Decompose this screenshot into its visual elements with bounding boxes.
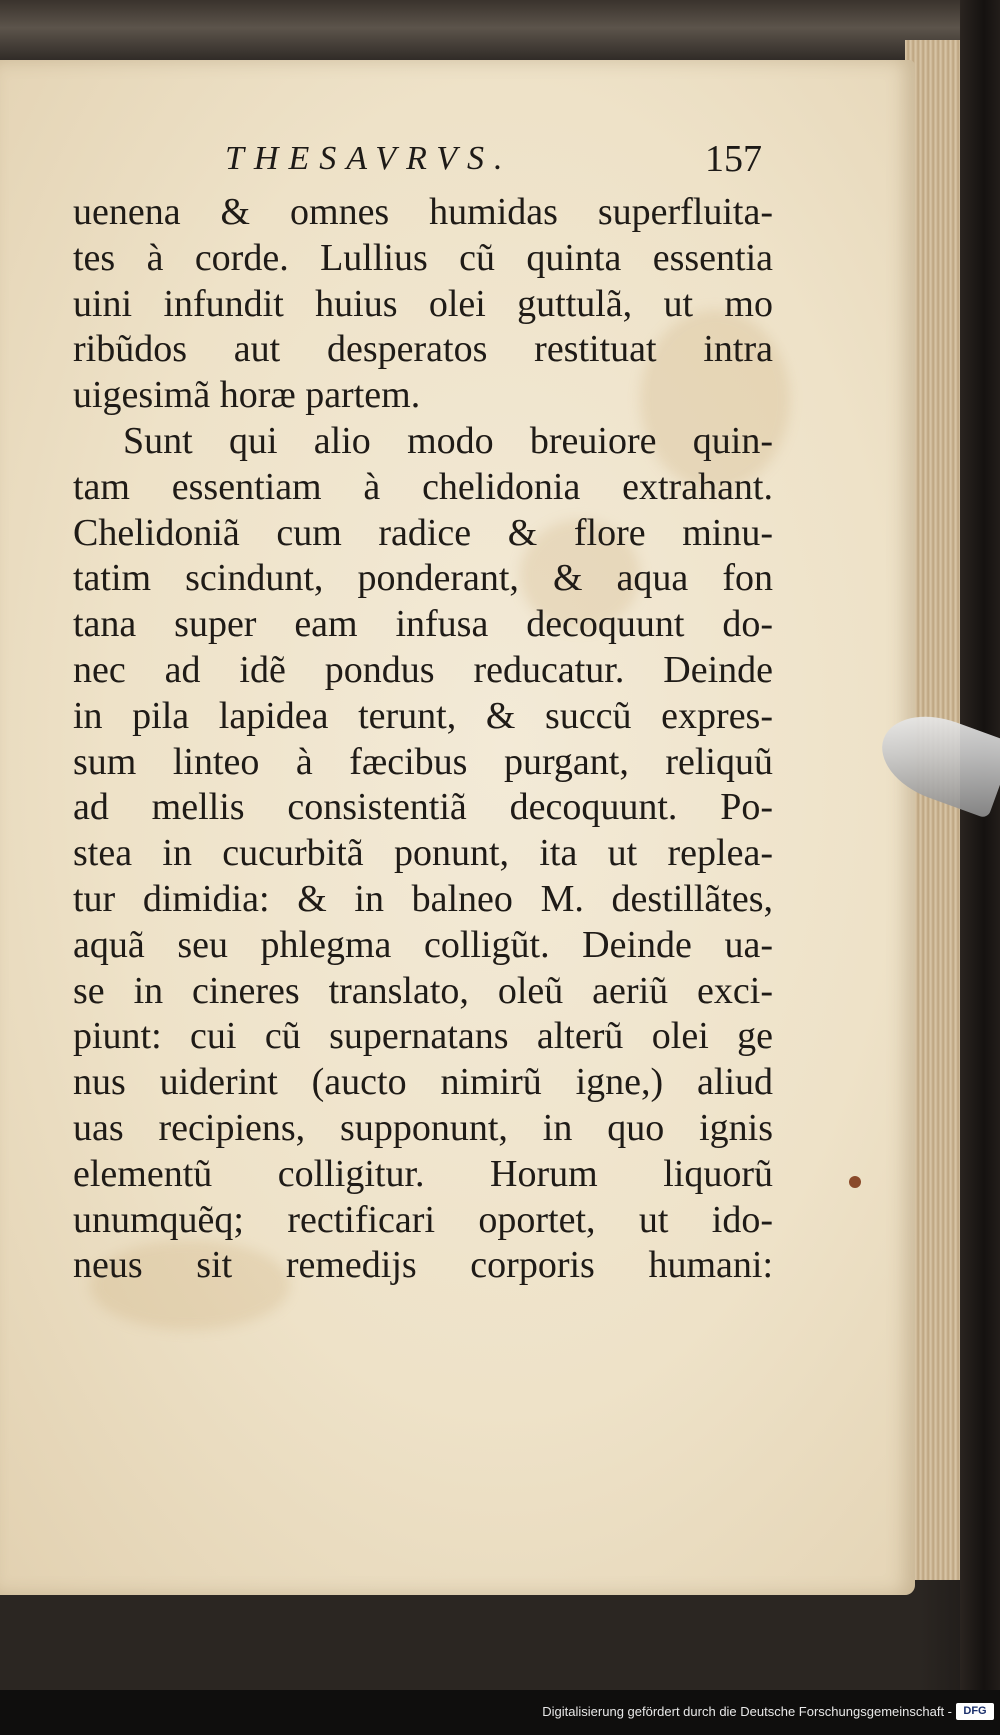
text-line: sum linteo à fæcibus purgant, reliquũ — [73, 740, 773, 783]
text-line: Chelidoniã cum radice & flore minu- — [73, 511, 773, 554]
text-line: nec ad idẽ pondus reducatur. Deinde — [73, 648, 773, 691]
text-line: tes à corde. Lullius cũ quinta essentia — [73, 236, 773, 279]
text-line: elementũ colligitur. Horum liquorũ — [73, 1152, 773, 1195]
text-line: nus uiderint (aucto nimirũ igne,) aliud — [73, 1061, 773, 1104]
ink-spot — [849, 1176, 861, 1188]
text-line: tana super eam infusa decoquunt do- — [73, 603, 773, 646]
text-line: uas recipiens, supponunt, in quo ignis — [73, 1106, 773, 1149]
text-line: se in cineres translato, oleũ aeriũ exci- — [73, 969, 773, 1012]
text-line: aquã seu phlegma colligũt. Deinde ua- — [73, 923, 773, 966]
page-number: 157 — [705, 138, 762, 180]
text-line: ribũdos aut desperatos restituat intra — [73, 328, 773, 371]
text-line: Sunt qui alio modo breuiore quin- — [123, 419, 773, 462]
body-text — [73, 190, 773, 1289]
funding-credit: Digitalisierung gefördert durch die Deutsche Forschungsgemeinschaft - — [542, 1704, 952, 1719]
text-line: in pila lapidea terunt, & succũ expres- — [73, 694, 773, 737]
dfg-logo: DFG — [956, 1703, 994, 1720]
text-line: tur dimidia: & in balneo M. destillãtes, — [73, 877, 773, 920]
text-line: unumquẽq; rectificari oportet, ut ido- — [73, 1198, 773, 1241]
book-top-edge — [0, 0, 960, 62]
text-line: tam essentiam à chelidonia extrahant. — [73, 465, 773, 508]
text-line: stea in cucurbitã ponunt, ita ut replea- — [73, 832, 773, 875]
text-line: uigesimã horæ partem. — [73, 374, 421, 417]
digitization-footer — [0, 1690, 1000, 1735]
text-line: piunt: cui cũ supernatans alterũ olei ge — [73, 1015, 773, 1058]
text-line: uenena & omnes humidas superfluita- — [73, 191, 773, 233]
book-spine — [960, 0, 1000, 1735]
running-head: THESAVRVS. — [225, 140, 513, 177]
text-line: neus sit remedijs corporis humani: — [73, 1244, 773, 1287]
text-line: uini infundit huius olei guttulã, ut mo — [73, 282, 773, 325]
text-line: ad mellis consistentiã decoquunt. Po- — [73, 786, 773, 829]
text-line: tatim scindunt, ponderant, & aqua fon — [73, 557, 773, 600]
